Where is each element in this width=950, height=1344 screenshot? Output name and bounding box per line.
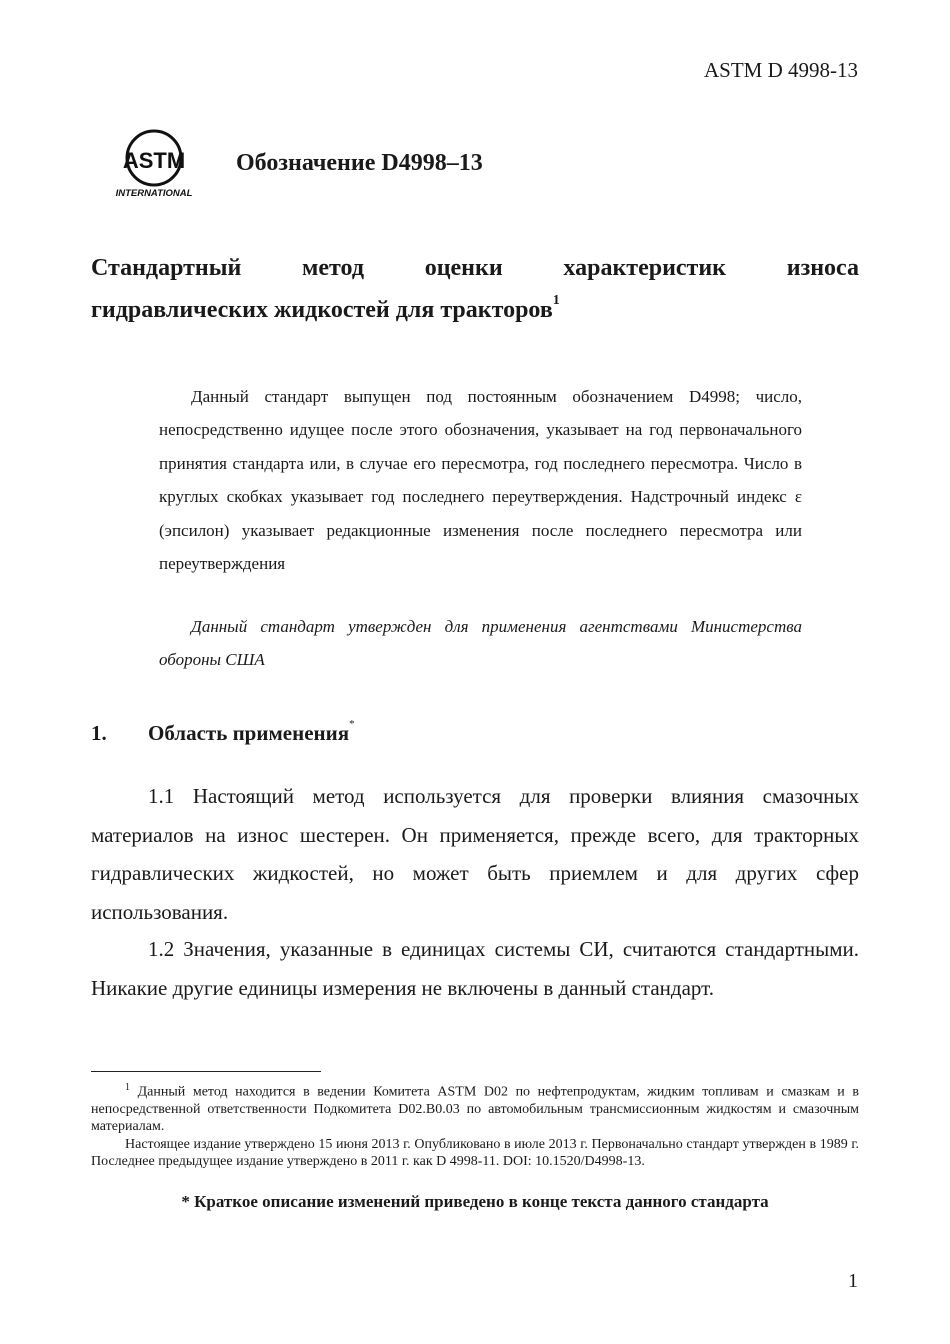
paragraph-1-1: 1.1 Настоящий метод используется для проверки влияния смазочных материалов на износ шестерен. Он применяется, прежде всего, для тракторных гидравлических жидкостей, но может быть приемлем и для других сфер использования. xyxy=(91,784,859,924)
title-line-2-text: гидравлических жидкостей для тракторов xyxy=(91,297,553,323)
title-line-1: Стандартный метод оценки характеристик износа xyxy=(91,255,859,281)
page-number: 1 xyxy=(848,1270,858,1292)
approval-note: Данный стандарт утвержден для применения агентствами Министерства обороны США xyxy=(159,617,802,670)
document-code: ASTM D 4998-13 xyxy=(703,58,858,82)
title-footnote-mark: 1 xyxy=(552,293,560,308)
intro-paragraph: Данный стандарт выпущен под постоянным обозначением D4998; число, непосредственно идущее после этого обозначения, указывает на год первоначального принятия стандарта или, в случае его пересмотра, год последнего пересмотра. Число в круглых скобках указывает год последнего переутверждения. Надстрочный индекс ε (эпсилон) указывает редакционные изменения после последнего пересмотра или переутверждения xyxy=(159,387,802,574)
section-title-text: Область применения xyxy=(148,721,350,745)
section-title-mark: * xyxy=(349,718,355,730)
logo-subtitle: INTERNATIONAL xyxy=(115,188,193,199)
changes-note: * Краткое описание изменений приведено в конце текста данного стандарта xyxy=(181,1192,769,1211)
title-line-2 xyxy=(91,293,859,324)
section-title xyxy=(148,718,355,746)
footnote-1 xyxy=(91,1079,859,1135)
designation: Обозначение D4998–13 xyxy=(236,150,483,176)
astm-logo xyxy=(112,128,196,200)
paragraph-1-2: 1.2 Значения, указанные в единицах системы СИ, считаются стандартными. Никакие другие единицы измерения не включены в данный стандарт. xyxy=(91,937,859,1000)
footnote-divider xyxy=(91,1071,321,1072)
logo-letters: ASTM xyxy=(122,148,186,173)
footnote-1-text: Данный метод находится в ведении Комитета ASTM D02 по нефтепродуктам, жидким топливам и смазкам и в непосредственной ответственности Подкомитета D02.B0.03 по автомобильным трансмиссионным жидкостям и смазочным материалам. xyxy=(91,1084,859,1134)
section-number: 1. xyxy=(91,721,107,745)
footnote-2: Настоящее издание утверждено 15 июня 2013 г. Опубликовано в июле 2013 г. Первоначально стандарт утвержден в 1989 г. Последнее предыдущее издание утверждено в 2011 г. как D 4998-11. DOI: 10.1520/D4998-13. xyxy=(91,1137,859,1169)
footnote-1-mark: 1 xyxy=(125,1082,130,1093)
